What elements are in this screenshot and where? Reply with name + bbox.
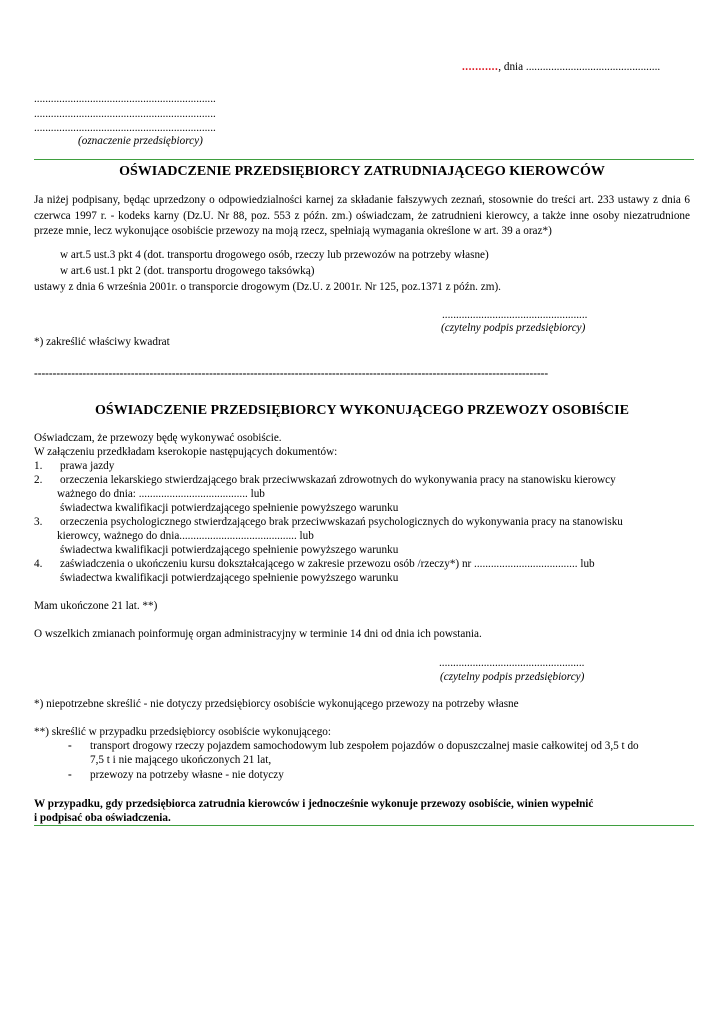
dashed-separator: ------------------------------------------------------------------------------------------------------------------------------------------	[34, 368, 549, 380]
section1-footnote: *) zakreślić właściwy kwadrat	[34, 336, 170, 348]
bullet2-text: przewozy na potrzeby własne - nie dotyczy	[90, 769, 284, 781]
option2-text: w art.6 ust.1 pkt 2 (dot. transportu drogowego taksówką)	[60, 265, 315, 277]
bullet1-text-a: transport drogowy rzeczy pojazdem samochodowym lub zespołem pojazdów o dopuszczalnej masie całkowitej od 3,5 t do	[90, 740, 639, 752]
item2-text-b[interactable]: ważnego do dnia: ....................................... lub	[57, 488, 265, 500]
section2-footnote2: **) skreślić w przypadku przedsiębiorcy osobiście wykonującego:	[34, 726, 332, 738]
changes-statement: O wszelkich zmianach poinformuję organ administracyjny w terminie 14 dni od dnia ich powstania.	[34, 628, 482, 640]
item3-text-c: świadectwa kwalifikacji potwierdzającego spełnienie powyższego warunku	[60, 544, 399, 556]
item4-number: 4.	[34, 558, 43, 570]
section2-signature-dots[interactable]: ....................................................	[439, 657, 585, 669]
green-divider-bottom	[34, 825, 694, 826]
company-line-1[interactable]: .................................................................	[34, 93, 216, 105]
section1-law: ustawy z dnia 6 września 2001r. o transporcie drogowym (Dz.U. z 2001r. Nr 125, poz.1371 z późn. zm).	[34, 281, 501, 293]
section1-title: OŚWIADCZENIE PRZEDSIĘBIORCY ZATRUDNIAJĄCEGO KIEROWCÓW	[119, 164, 605, 179]
section2-intro1: Oświadczam, że przewozy będę wykonywać osobiście.	[34, 432, 282, 444]
item3-text-a: orzeczenia psychologicznego stwierdzającego brak przeciwwskazań psychologicznych do wykonywania pracy na stanowisku	[60, 516, 623, 528]
section2-title: OŚWIADCZENIE PRZEDSIĘBIORCY WYKONUJĄCEGO PRZEWOZY OSOBIŚCIE	[95, 403, 629, 418]
company-line-3[interactable]: .................................................................	[34, 122, 216, 134]
company-line-2[interactable]: .................................................................	[34, 108, 216, 120]
item1-number: 1.	[34, 460, 43, 472]
green-divider-top	[34, 159, 694, 160]
place-field[interactable]: ...........	[462, 61, 499, 73]
final-note-line1: W przypadku, gdy przedsiębiorca zatrudnia kierowców i jednocześnie wykonuje przewozy osobiście, winien wypełnić	[34, 798, 594, 810]
item4-text-b: świadectwa kwalifikacji potwierdzającego spełnienie powyższego warunku	[60, 572, 399, 584]
date-field[interactable]: , dnia ................................................	[498, 61, 661, 73]
option1-text: w art.5 ust.3 pkt 4 (dot. transportu drogowego osób, rzeczy lub przewozów na potrzeby własne)	[60, 249, 489, 261]
final-note-line2: i podpisać oba oświadczenia.	[34, 812, 171, 824]
section1-option1[interactable]	[60, 248, 489, 263]
section2-signature-label: (czytelny podpis przedsiębiorcy)	[440, 671, 585, 683]
bullet2-mark: -	[68, 769, 72, 781]
section1-signature-label: (czytelny podpis przedsiębiorcy)	[441, 322, 586, 334]
item3-number: 3.	[34, 516, 43, 528]
item3-text-b[interactable]: kierowcy, ważnego do dnia.......................................... lub	[57, 530, 314, 542]
date-line	[462, 60, 660, 75]
item2-text-a: orzeczenia lekarskiego stwierdzającego brak przeciwwskazań zdrowotnych do wykonywania pracy na stanowisku kierowcy	[60, 474, 616, 486]
bullet1-mark: -	[68, 740, 72, 752]
section1-paragraph: Ja niżej podpisany, będąc uprzedzony o odpowiedzialności karnej za składanie fałszywych zeznań, stosownie do treści art. 233 ustawy z dnia 6 czerwca 1997 r. - kodeks karny (Dz.U. Nr 88, poz. 553 z późn. zm.) oświadczam, że zatrudnieni kierowcy, a także inne osoby niezatrudnione przeze mnie, lecz wykonujące osobiście przewozy na moją rzecz, spełniają wymagania określone w art. 39 a oraz*)	[34, 194, 690, 237]
item2-text-c: świadectwa kwalifikacji potwierdzającego spełnienie powyższego warunku	[60, 502, 399, 514]
bullet1-text-b: 7,5 t i nie mającego ukończonych 21 lat,	[90, 754, 272, 766]
item4-text-a[interactable]: zaświadczenia o ukończeniu kursu dokształcającego w zakresie przewozu osób /rzeczy*) nr ..................................... lub	[60, 558, 595, 570]
section1-signature-dots[interactable]: ....................................................	[442, 309, 588, 321]
section2-footnote1: *) niepotrzebne skreślić - nie dotyczy przedsiębiorcy osobiście wykonującego przewozy na potrzeby własne	[34, 698, 519, 710]
item2-number: 2.	[34, 474, 43, 486]
company-label: (oznaczenie przedsiębiorcy)	[78, 135, 203, 147]
age-statement: Mam ukończone 21 lat. **)	[34, 600, 158, 612]
section1-option2[interactable]	[60, 264, 314, 279]
section2-intro2: W załączeniu przedkładam kserokopie następujących dokumentów:	[34, 446, 338, 458]
item1-text: prawa jazdy	[60, 460, 115, 472]
